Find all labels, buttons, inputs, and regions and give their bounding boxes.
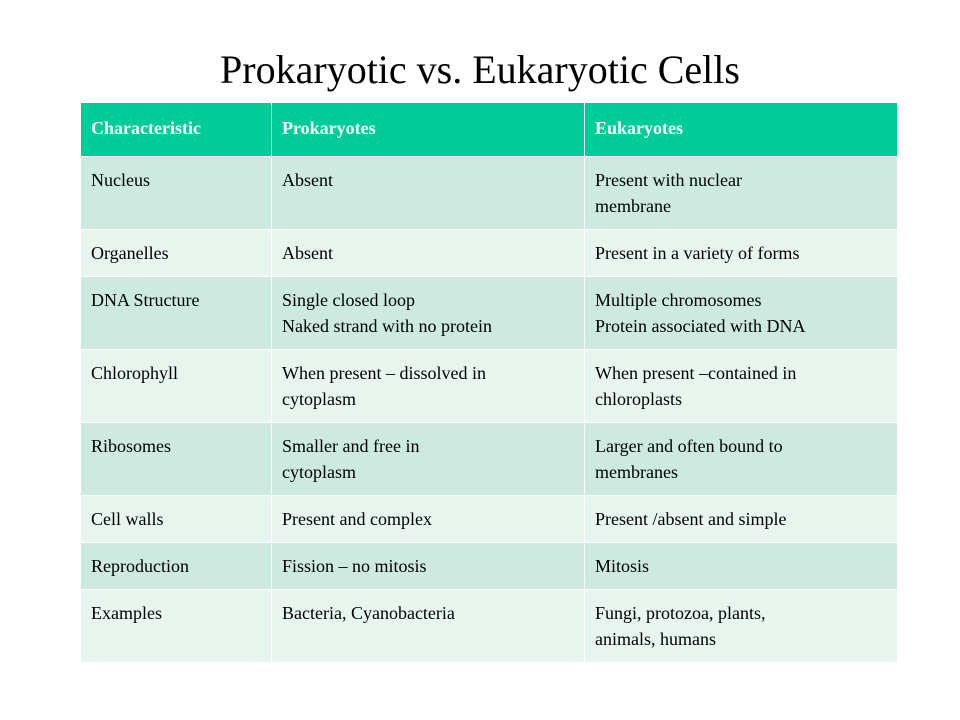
row-characteristic: Cell walls (81, 496, 272, 543)
row-characteristic: DNA Structure (81, 277, 272, 350)
slide-title: Prokaryotic vs. Eukaryotic Cells (220, 47, 740, 92)
row-characteristic: Nucleus (81, 157, 272, 230)
table-row (81, 543, 898, 590)
table-row (81, 230, 898, 277)
row-characteristic: Reproduction (81, 543, 272, 590)
row-prokaryotes: Absent (272, 157, 585, 230)
row-eukaryotes: When present –contained in chloroplasts (585, 350, 898, 423)
row-characteristic: Ribosomes (81, 423, 272, 496)
row-eukaryotes: Larger and often bound to membranes (585, 423, 898, 496)
row-eukaryotes: Present in a variety of forms (585, 230, 898, 277)
table-row (81, 350, 898, 423)
row-eukaryotes: Fungi, protozoa, plants, animals, humans (585, 590, 898, 663)
header-prokaryotes: Prokaryotes (272, 103, 585, 157)
row-eukaryotes: Present /absent and simple (585, 496, 898, 543)
comparison-table (80, 102, 898, 663)
row-characteristic: Examples (81, 590, 272, 663)
row-prokaryotes: Single closed loop Naked strand with no protein (272, 277, 585, 350)
table-row (81, 496, 898, 543)
row-prokaryotes: When present – dissolved in cytoplasm (272, 350, 585, 423)
table-row (81, 423, 898, 496)
table-row (81, 277, 898, 350)
row-prokaryotes: Present and complex (272, 496, 585, 543)
row-prokaryotes: Bacteria, Cyanobacteria (272, 590, 585, 663)
table-header-row (81, 103, 898, 157)
table-row (81, 157, 898, 230)
row-prokaryotes: Fission – no mitosis (272, 543, 585, 590)
row-eukaryotes: Present with nuclear membrane (585, 157, 898, 230)
row-eukaryotes: Mitosis (585, 543, 898, 590)
table-row (81, 590, 898, 663)
row-eukaryotes: Multiple chromosomes Protein associated with DNA (585, 277, 898, 350)
row-characteristic: Chlorophyll (81, 350, 272, 423)
row-characteristic: Organelles (81, 230, 272, 277)
row-prokaryotes: Absent (272, 230, 585, 277)
header-eukaryotes: Eukaryotes (585, 103, 898, 157)
header-characteristic: Characteristic (81, 103, 272, 157)
row-prokaryotes: Smaller and free in cytoplasm (272, 423, 585, 496)
